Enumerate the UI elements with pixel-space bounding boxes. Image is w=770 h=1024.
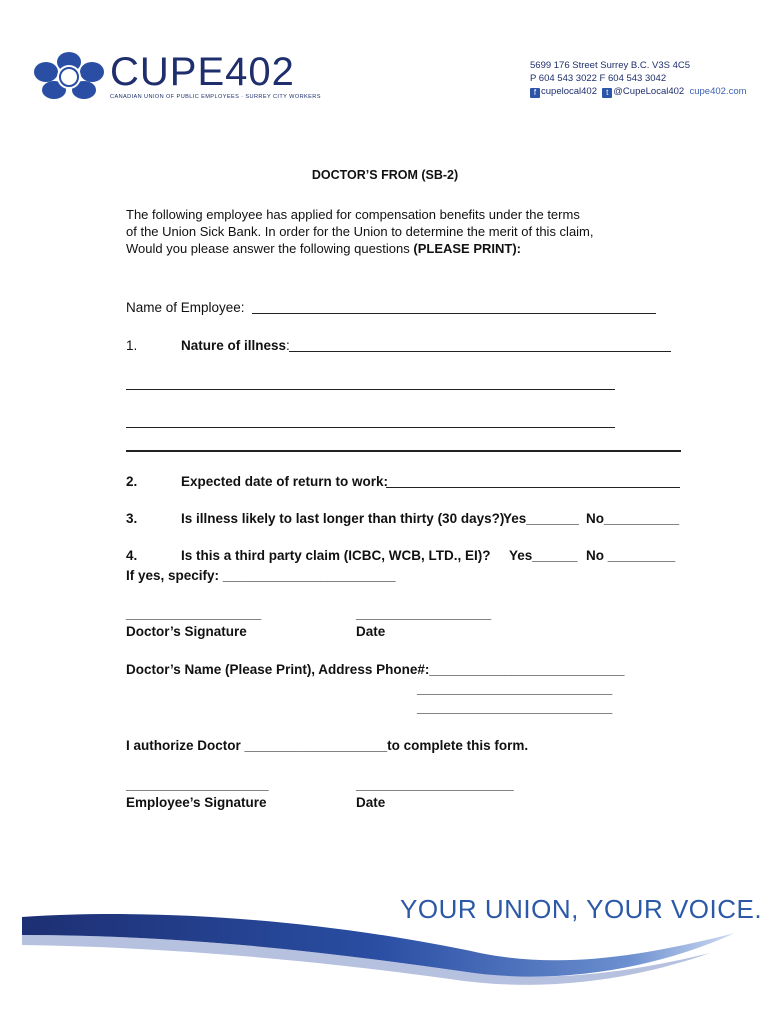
q1-field-line-2[interactable] bbox=[126, 389, 615, 390]
q4-yes-option[interactable]: Yes______ bbox=[509, 548, 578, 563]
employee-date-label: Date bbox=[356, 795, 386, 810]
please-print-note: (PLEASE PRINT): bbox=[413, 241, 522, 256]
address-line: 5699 176 Street Surrey B.C. V3S 4C5 bbox=[530, 60, 691, 71]
phone-line: P 604 543 3022 F 604 543 3042 bbox=[530, 73, 667, 84]
social-line bbox=[530, 86, 747, 98]
doctor-signature-label: Doctor’s Signature bbox=[126, 624, 247, 639]
twitter-handle[interactable]: @CupeLocal402 bbox=[613, 86, 685, 97]
employee-name-label: Name of Employee: bbox=[126, 300, 245, 315]
intro-line-3: Would you please answer the following questions (PLEASE PRINT): bbox=[126, 241, 522, 256]
doctor-date-field[interactable]: __________________ bbox=[356, 606, 492, 621]
q4-specify-field[interactable]: If yes, specify: _______________________ bbox=[126, 568, 396, 583]
q3-no-option[interactable]: No__________ bbox=[586, 511, 680, 526]
brand-subtitle: CANADIAN UNION OF PUBLIC EMPLOYEES · SURREY CITY WORKERS bbox=[110, 94, 321, 100]
brand-name: CUPE402 bbox=[110, 50, 295, 94]
q2-number: 2. bbox=[126, 474, 138, 489]
authorize-statement[interactable]: I authorize Doctor ___________________to complete this form. bbox=[126, 738, 529, 753]
form-title: DOCTOR’S FROM (SB-2) bbox=[311, 168, 459, 182]
doctor-name-field[interactable]: Doctor’s Name (Please Print), Address Phone#:__________________________ bbox=[126, 662, 625, 677]
employee-date-field[interactable]: _____________________ bbox=[356, 777, 514, 792]
q1-field-line-3[interactable] bbox=[126, 427, 615, 428]
intro-paragraph bbox=[126, 206, 666, 257]
q1-field[interactable] bbox=[289, 351, 671, 352]
doctor-signature-field[interactable]: __________________ bbox=[126, 606, 262, 621]
footer-tagline: YOUR UNION, YOUR VOICE. bbox=[400, 894, 763, 924]
q4-label: Is this a third party claim (ICBC, WCB, LTD., EI)? bbox=[181, 548, 491, 563]
intro-line-1: The following employee has applied for compensation benefits under the terms bbox=[126, 207, 580, 222]
q1-field-line-4[interactable] bbox=[126, 450, 681, 452]
q4-number: 4. bbox=[126, 548, 138, 563]
q4-no-option[interactable]: No _________ bbox=[586, 548, 676, 563]
doctor-name-field-line-3[interactable]: __________________________ bbox=[417, 700, 613, 715]
q3-label: Is illness likely to last longer than thirty (30 days?) bbox=[181, 511, 505, 526]
q2-label: Expected date of return to work: bbox=[181, 474, 389, 489]
facebook-handle[interactable]: cupelocal402 bbox=[541, 86, 597, 97]
footer-swoosh-graphic bbox=[20, 905, 740, 990]
doctor-name-field-line-2[interactable]: __________________________ bbox=[417, 681, 613, 696]
doctor-date-label: Date bbox=[356, 624, 386, 639]
q1-number: 1. bbox=[126, 338, 138, 353]
cupe-flower-logo bbox=[34, 50, 104, 100]
employee-signature-label: Employee’s Signature bbox=[126, 795, 267, 810]
q2-field[interactable] bbox=[386, 487, 680, 488]
intro-line-2: of the Union Sick Bank. In order for the Union to determine the merit of this claim, bbox=[126, 224, 594, 239]
employee-name-field[interactable] bbox=[252, 313, 656, 314]
website-link[interactable]: cupe402.com bbox=[689, 86, 747, 97]
employee-signature-field[interactable]: ___________________ bbox=[126, 777, 269, 792]
twitter-icon: t bbox=[602, 88, 612, 98]
q1-label: Nature of illness: bbox=[181, 338, 290, 353]
facebook-icon: f bbox=[530, 88, 540, 98]
q3-yes-option[interactable]: Yes_______ bbox=[503, 511, 579, 526]
q3-number: 3. bbox=[126, 511, 138, 526]
